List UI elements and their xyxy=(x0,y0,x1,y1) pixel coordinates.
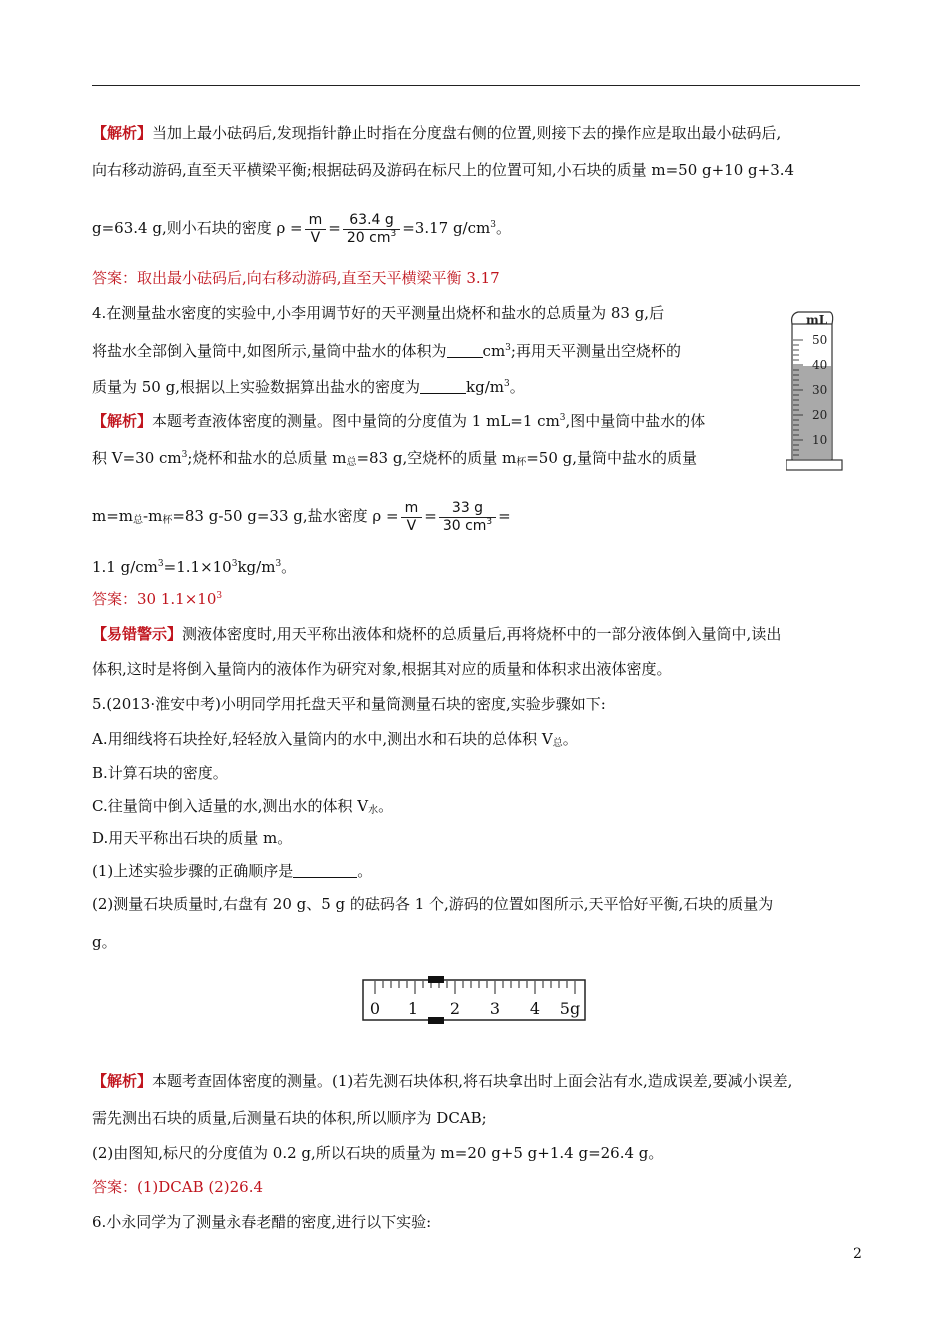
q4-analysis-line-1: 【解析】本题考查液体密度的测量。图中量筒的分度值为 1 mL=1 $cm^3$,图中量筒中盐水的体 xyxy=(92,412,706,430)
ruler-label: 5g xyxy=(559,999,581,1018)
analysis-line-2 xyxy=(92,160,794,180)
warning-line-2: 体积,这时是将倒入量筒内的液体作为研究对象,根据其对应的质量和体积求出液体密度。 xyxy=(92,660,672,678)
q6-line-1: 6.小永同学为了测量永春老醋的密度,进行以下实验: xyxy=(92,1213,432,1231)
tick-label: 40 xyxy=(812,358,828,372)
density-formula-line: g=63.4 g,则小石块的密度 ρ = $\frac{m}{V}$ = $\frac{63.4 g}{20 cm^3}$ =3.17 $g/cm^3$。 xyxy=(92,211,511,246)
q4-line-3: 质量为 50 g,根据以上实验数据算出盐水的密度为 $kg/m^3$。 xyxy=(92,378,525,396)
text: g=63.4 g,则小石块的密度 ρ = xyxy=(92,219,303,237)
analysis-tag: 【解析】 xyxy=(92,412,153,430)
answer-line xyxy=(92,268,500,288)
rider-bottom xyxy=(428,1017,444,1024)
ruler-label: 2 xyxy=(449,999,461,1018)
q5-step-b: B.计算石块的密度。 xyxy=(92,764,228,782)
cylinder-unit: mL xyxy=(806,313,828,327)
q4-answer-line: 答案：30 $1.1\times 10^3$ xyxy=(92,590,223,608)
tick-label: 20 xyxy=(812,408,828,422)
q5-step-c: C.往量筒中倒入适量的水,测出水的体积 $V_水$。 xyxy=(92,797,394,816)
q5-step-d: D.用天平称出石块的质量 m。 xyxy=(92,829,293,847)
tick-label: 50 xyxy=(812,333,828,347)
fraction-values: $\frac{33 g}{30 cm^3}$ xyxy=(439,500,496,535)
tick-label: 10 xyxy=(812,433,828,447)
q5-line-1: 5.(2013·淮安中考)小明同学用托盘天平和量筒测量石块的密度,实验步骤如下: xyxy=(92,695,606,713)
answer-label: 答案： xyxy=(92,590,138,608)
answer-text: 取出最小砝码后,向右移动游码,直至天平横梁平衡 3.17 xyxy=(137,269,500,287)
q5-analysis-line-1: 【解析】本题考查固体密度的测量。(1)若先测石块体积,将石块拿出时上面会沾有水,造成误差,要减小误差, xyxy=(92,1072,793,1090)
tick-label: 30 xyxy=(812,383,828,397)
graduated-cylinder-figure xyxy=(786,304,850,472)
answer-label: 答案： xyxy=(92,269,138,287)
answer-blank[interactable] xyxy=(420,379,466,394)
warning-tag: 【易错警示】 xyxy=(92,625,183,643)
text: =3.17 g/cm xyxy=(402,219,491,237)
rider-top xyxy=(428,976,444,983)
page-number: 2 xyxy=(853,1246,862,1262)
fraction-m-over-v: $\frac{m}{V}$ xyxy=(305,212,327,247)
q5-sub-1: (1)上述实验步骤的正确顺序是 。 xyxy=(92,862,373,880)
q5-analysis-line-2: 需先测出石块的质量,后测量石块的体积,所以顺序为 DCAB; xyxy=(92,1109,487,1127)
balance-ruler-figure xyxy=(362,976,586,1026)
answer-blank[interactable] xyxy=(447,343,483,358)
q5-sub-2: (2)测量石块质量时,右盘有 20 g、5 g 的砝码各 1 个,游码的位置如图所示,天平恰好平衡,石块的质量为 xyxy=(92,895,774,913)
ruler-label: 4 xyxy=(529,999,541,1018)
answer-label: 答案： xyxy=(92,1178,138,1196)
text: 当加上最小砝码后,发现指针静止时指在分度盘右侧的位置,则接下去的操作应是取出最小砝码后, xyxy=(152,124,782,142)
ruler-label: 1 xyxy=(407,999,419,1018)
header-rule xyxy=(92,85,860,86)
analysis-tag: 【解析】 xyxy=(92,1072,153,1090)
analysis-tag: 【解析】 xyxy=(92,124,153,142)
q4-line-2: 将盐水全部倒入量筒中,如图所示,量筒中盐水的体积为 $cm^3$;再用天平测量出空烧杯的 xyxy=(92,342,681,360)
q4-result-line: 1.1 $g/cm^3=1.1\times 10^3kg/m^3$。 xyxy=(92,558,297,576)
fraction-m-over-v: $\frac{m}{V}$ xyxy=(401,500,423,535)
equals: = xyxy=(328,219,341,237)
answer-text: (1)DCAB (2)26.4 xyxy=(137,1178,264,1196)
ruler-label: 0 xyxy=(369,999,381,1018)
analysis-line-1 xyxy=(92,123,781,143)
q5-step-a: A.用细线将石块拴好,轻轻放入量筒内的水中,测出水和石块的总体积 $V_总$。 xyxy=(92,730,578,749)
q4-density-formula: $m=m_总-m_杯=83$ g-50 g=33 g,盐水密度 ρ = $\frac{m}{V}$ = $\frac{33 g}{30 cm^3}$ = xyxy=(92,499,511,534)
q5-sub-2-cont: g。 xyxy=(92,933,117,951)
text: 向右移动游码,直至天平横梁平衡;根据砝码及游码在标尺上的位置可知,小石块的质量 m=50 g+10 g+3.4 xyxy=(92,161,795,179)
answer-text: 30 1.1×10 xyxy=(137,590,217,608)
warning-line-1: 【易错警示】测液体密度时,用天平称出液体和烧杯的总质量后,再将烧杯中的一部分液体倒入量筒中,读出 xyxy=(92,625,782,643)
ruler-label: 3 xyxy=(489,999,501,1018)
q4-line-1: 4.在测量盐水密度的实验中,小李用调节好的天平测量出烧杯和盐水的总质量为 83 g,后 xyxy=(92,304,665,322)
q5-analysis-line-3: (2)由图知,标尺的分度值为 0.2 g,所以石块的质量为 m=20 g+5 g+1.4 g=26.4 g。 xyxy=(92,1144,664,1162)
q4-analysis-line-2: 积 V=30 $cm^3$;烧杯和盐水的总质量 $m_总=83$ g,空烧杯的质量 $m_杯=50$ g,量筒中盐水的质量 xyxy=(92,449,698,468)
q5-answer-line xyxy=(92,1177,263,1197)
fraction-values: $\frac{63.4 g}{20 cm^3}$ xyxy=(343,212,400,247)
answer-blank[interactable] xyxy=(293,863,357,878)
